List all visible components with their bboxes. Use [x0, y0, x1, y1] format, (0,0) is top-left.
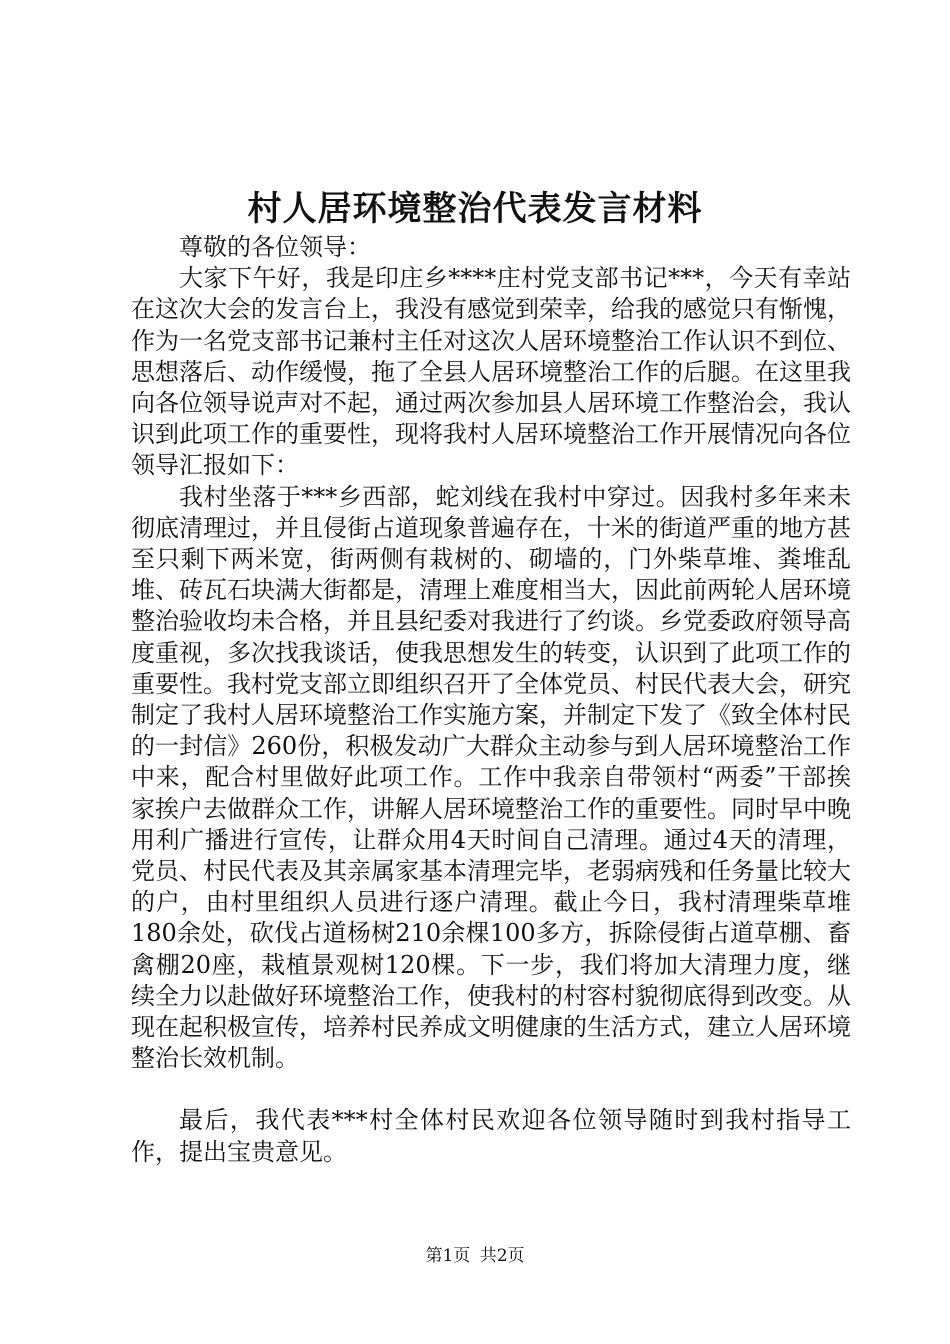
- paragraph-closing: 最后，我代表***村全体村民欢迎各位领导随时到我村指导工作，提出宝贵意见。: [131, 1106, 851, 1166]
- paragraph-report: 我村坐落于***乡西部，蛇刘线在我村中穿过。因我村多年来未彻底清理过，并且侵街占道现象普遍存在，十米的街道严重的地方甚至只剩下两米宽，街两侧有栽树的、砌墙的，门外柴草堆、粪堆乱堆、砖瓦石块满大街都是，清理上难度相当大，因此前两轮人居环境整治验收均未合格，并且县纪委对我进行了约谈。乡党委政府领导高度重视，多次找我谈话，使我思想发生的转变，认识到了此项工作的重要性。我村党支部立即组织召开了全体党员、村民代表大会，研究制定了我村人居环境整治工作实施方案，并制定下发了《致全体村民的一封信》260份，积极发动广大群众主动参与到人居环境整治工作中来，配合村里做好此项工作。工作中我亲自带领村“两委”干部挨家挨户去做群众工作，讲解人居环境整治工作的重要性。同时早中晚用利广播进行宣传，让群众用4天时间自己清理。通过4天的清理，党员、村民代表及其亲属家基本清理完毕，老弱病残和任务量比较大的户，由村里组织人员进行逐户清理。截止今日，我村清理柴草堆180余处，砍伐占道杨树210余棵100多方，拆除侵街占道草棚、畜禽棚20座，栽植景观树120棵。下一步，我们将加大清理力度，继续全力以赴做好环境整治工作，使我村的村容村貌彻底得到改变。从现在起积极宣传，培养村民养成文明健康的生活方式，建立人居环境整治长效机制。: [131, 482, 851, 1073]
- paragraph-intro: 大家下午好，我是印庄乡****庄村党支部书记***，今天有幸站在这次大会的发言台上，我没有感觉到荣幸，给我的感觉只有惭愧，作为一名党支部书记兼村主任对这次人居环境整治工作认识不到位、思想落后、动作缓慢，拖了全县人居环境整治工作的后腿。在这里我向各位领导说声对不起，通过两次参加县人居环境工作整治会，我认识到此项工作的重要性，现将我村人居环境整治工作开展情况向各位领导汇报如下：: [131, 264, 851, 480]
- document-body: [131, 232, 851, 1168]
- page-footer: [0, 1243, 950, 1269]
- page-number: 第1页: [425, 1246, 471, 1266]
- document-title: 村人居环境整治代表发言材料: [247, 189, 703, 229]
- page-total: 共2页: [479, 1246, 525, 1266]
- salutation: 尊敬的各位领导：: [179, 233, 371, 261]
